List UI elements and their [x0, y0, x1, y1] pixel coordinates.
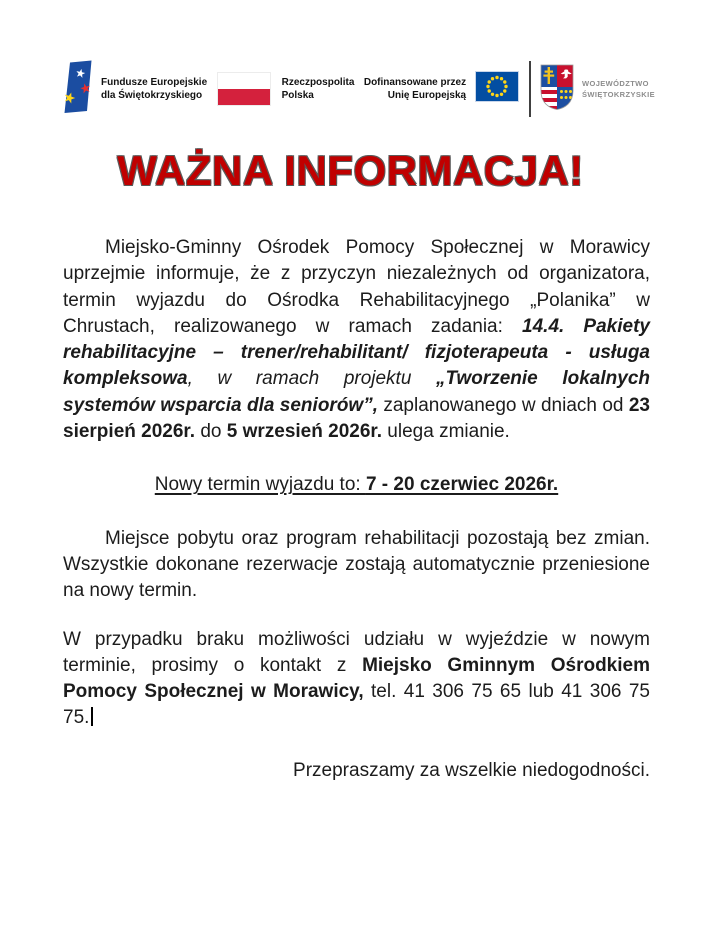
eu-funds-caption-line2: dla Świętokrzyskiego [101, 90, 203, 101]
eu-funds-caption [101, 76, 207, 102]
page-title: WAŻNA INFORMACJA! [117, 147, 584, 194]
logo-strip [63, 58, 655, 120]
new-date-line [63, 472, 650, 498]
text-segment: 7 - 20 czerwiec 2026r. [365, 474, 559, 496]
voivodeship-caption-line2: ŚWIĘTOKRZYSKIE [582, 90, 655, 99]
poland-caption-line1: Rzeczpospolita [281, 76, 355, 88]
swietokrzyskie-coat-of-arms-icon [540, 64, 574, 115]
eu-cofunded-caption-line2: Unię Europejską [387, 90, 467, 101]
eu-flag-icon [475, 71, 519, 107]
paragraph-contact [63, 627, 650, 732]
poland-caption-line2: Polska [281, 90, 314, 101]
poland-flag-icon [217, 72, 271, 106]
text-segment: 23 sierpień 2026r. [63, 394, 650, 443]
text-segment: tel. 41 306 75 65 lub 41 306 75 75. [63, 681, 651, 729]
poland-caption [282, 76, 355, 102]
text-segment: Miejsko Gminnym Ośrodkiem Pomocy Społecznej w Morawicy, [63, 654, 650, 703]
text-segment: 5 wrzesień 2026r. [226, 421, 383, 443]
logo-poland [217, 72, 355, 106]
eu-cofunded-caption-line1: Dofinansowane przez [363, 76, 467, 88]
poland-flag-red-stripe [218, 89, 270, 105]
eu-funds-flag-icon [63, 60, 93, 119]
closing-line: Przepraszamy za wszelkie niedogodności. [293, 759, 650, 781]
paragraph-contact-text [63, 629, 650, 729]
poland-flag-white-stripe [218, 73, 270, 89]
logo-eu-cofunded [364, 71, 519, 107]
logo-divider [529, 61, 531, 117]
paragraph-reservations [63, 526, 650, 605]
voivodeship-caption [582, 78, 655, 101]
text-segment: Miejsko-Gminny Ośrodek Pomocy Społecznej w Morawicy uprzejmie informuje, że z przyczyn niezależnych od organizatora, termin wyjazdu do Ośrodka Rehabilitacyjnego „Polanika” w Chrustach, realizowanego w ramach zadania: [63, 237, 650, 337]
voivodeship-caption-line1: WOJEWÓDZTWO [582, 78, 649, 88]
text-segment: , w ramach projektu [187, 368, 437, 390]
eu-cofunded-caption [364, 76, 466, 102]
paragraph-intro [63, 235, 650, 445]
text-segment: zaplanowanego w dniach od [377, 394, 629, 416]
text-segment: Miejsce pobytu oraz program rehabilitacji pozostają bez zmian. Wszystkie dokonane rezerwacje zostają automatycznie przeniesione na nowy termin. [63, 527, 650, 602]
text-cursor [91, 707, 93, 726]
text-segment: ulega zmianie. [382, 421, 510, 443]
eu-funds-caption-line1: Fundusze Europejskie [101, 76, 208, 88]
logo-voivodeship [540, 64, 655, 115]
text-segment: do [195, 421, 227, 443]
logo-eu-funds [63, 60, 207, 119]
text-segment: Nowy termin wyjazdu to: [154, 474, 366, 496]
document-body [63, 235, 650, 784]
text-segment: 14.4. Pakiety rehabilitacyjne – trener/rehabilitant/ fizjoterapeuta - usługa kompleksowa [63, 315, 650, 390]
text-segment: W przypadku braku możliwości udziału w wyjeździe w nowym terminie, prosimy o kontakt z [63, 628, 650, 676]
text-segment: „Tworzenie lokalnych systemów wsparcia dla seniorów”, [63, 368, 650, 416]
